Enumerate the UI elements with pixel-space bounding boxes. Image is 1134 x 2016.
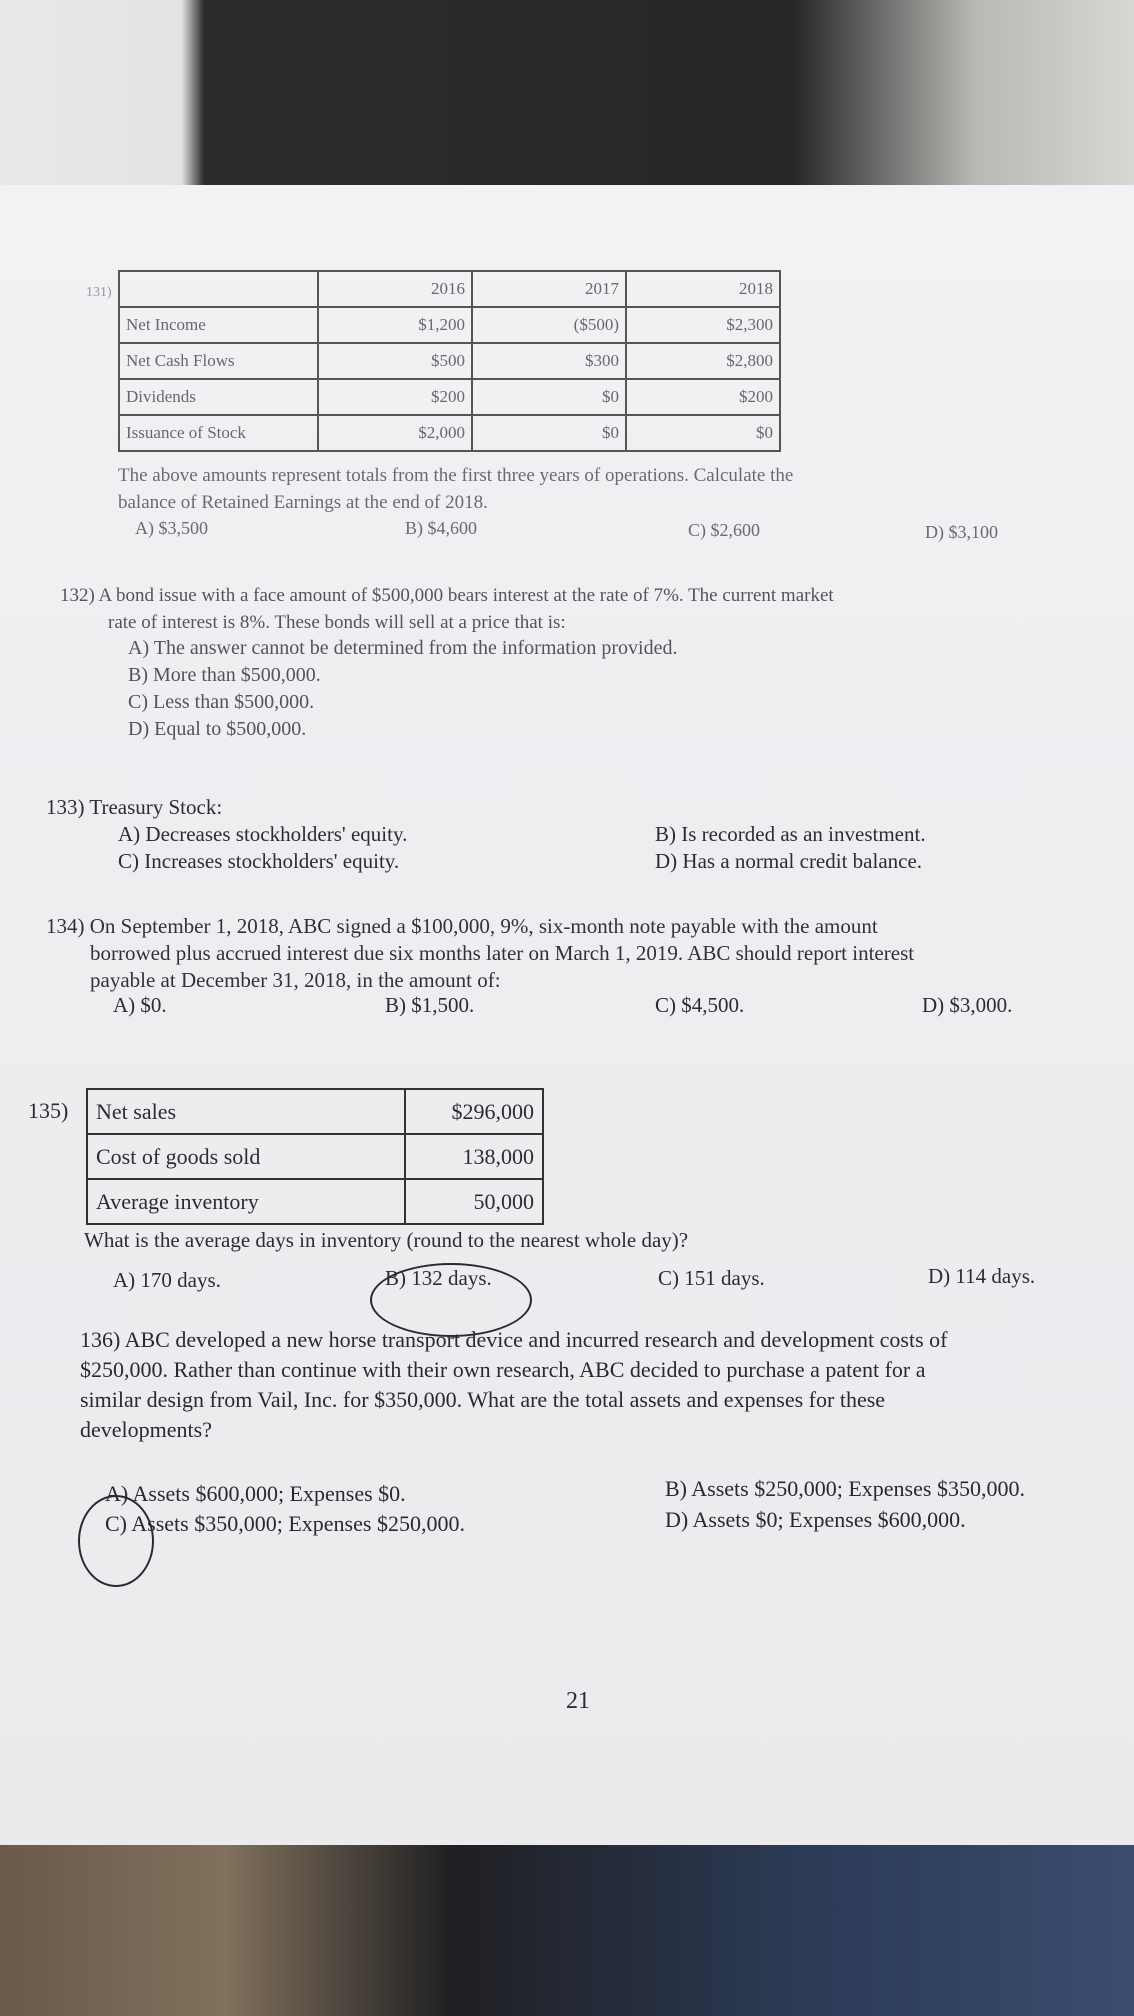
exam-page <box>0 185 1134 1845</box>
q136-option-a: A) Assets $600,000; Expenses $0. <box>105 1481 406 1506</box>
q136-text-line: developments? <box>80 1417 212 1442</box>
q132-text <box>60 582 834 636</box>
cell: $0 <box>626 415 780 451</box>
cell: 50,000 <box>405 1179 543 1224</box>
q132-option-c: C) Less than $500,000. <box>128 691 315 713</box>
row-label: Net Income <box>119 307 318 343</box>
table-row <box>87 1134 543 1179</box>
q131-option-d: D) $3,100 <box>925 522 998 542</box>
cell: ($500) <box>472 307 626 343</box>
q133-option-c: C) Increases stockholders' equity. <box>118 849 400 873</box>
q132-text-line: rate of interest is 8%. These bonds will sell at a price that is: <box>108 612 566 633</box>
cell: $200 <box>318 379 472 415</box>
q135-option-a: A) 170 days. <box>113 1268 221 1292</box>
cell: $200 <box>626 379 780 415</box>
table-corner <box>119 271 318 307</box>
table-row <box>119 307 780 343</box>
cell: $300 <box>472 343 626 379</box>
page-number: 21 <box>566 1688 590 1714</box>
cell: $2,800 <box>626 343 780 379</box>
q136-option-d: D) Assets $0; Expenses $600,000. <box>665 1507 966 1532</box>
header-2018: 2018 <box>626 271 780 307</box>
q134-text-line: payable at December 31, 2018, in the amount of: <box>90 968 501 992</box>
row-label: Net sales <box>87 1089 405 1134</box>
table-row <box>119 343 780 379</box>
table-row <box>119 379 780 415</box>
q135-option-b: B) 132 days. <box>385 1266 492 1290</box>
q133-stem: 133) Treasury Stock: <box>46 795 223 819</box>
q134-text-line: borrowed plus accrued interest due six months later on March 1, 2019. ABC should report interest <box>90 941 915 965</box>
q131-number: 131) <box>86 285 112 300</box>
q131-text-line: balance of Retained Earnings at the end of 2018. <box>118 492 488 513</box>
q131-header-row <box>119 271 780 307</box>
row-label: Issuance of Stock <box>119 415 318 451</box>
q135-option-d: D) 114 days. <box>928 1264 1036 1288</box>
q136-text <box>80 1325 948 1445</box>
cell: $296,000 <box>405 1089 543 1134</box>
q132-text-line: 132) A bond issue with a face amount of $500,000 bears interest at the rate of 7%. The current market <box>60 585 834 606</box>
q132-option-d: D) Equal to $500,000. <box>128 718 307 740</box>
row-label: Cost of goods sold <box>87 1134 405 1179</box>
cell: $0 <box>472 415 626 451</box>
q134-option-c: C) $4,500. <box>655 993 745 1017</box>
q133-option-a: A) Decreases stockholders' equity. <box>118 822 408 846</box>
row-label: Dividends <box>119 379 318 415</box>
q135-option-c: C) 151 days. <box>658 1266 765 1290</box>
cell: $500 <box>318 343 472 379</box>
q136-text-line: similar design from Vail, Inc. for $350,000. What are the total assets and expenses for these <box>80 1387 886 1412</box>
q133-option-d: D) Has a normal credit balance. <box>655 849 923 873</box>
row-label: Average inventory <box>87 1179 405 1224</box>
q134-option-d: D) $3,000. <box>922 993 1013 1017</box>
cell: $1,200 <box>318 307 472 343</box>
q136-text-line: $250,000. Rather than continue with their own research, ABC decided to purchase a patent for a <box>80 1357 926 1382</box>
ink-circle-answer-c <box>78 1495 154 1587</box>
background-bottom <box>0 1840 1134 2016</box>
q132-option-a: A) The answer cannot be determined from the information provided. <box>128 637 678 659</box>
q136-option-b: B) Assets $250,000; Expenses $350,000. <box>665 1476 1025 1501</box>
cell: $0 <box>472 379 626 415</box>
table-row <box>119 415 780 451</box>
q134-option-b: B) $1,500. <box>385 993 475 1017</box>
cell: 138,000 <box>405 1134 543 1179</box>
q135-stem: What is the average days in inventory (round to the nearest whole day)? <box>84 1228 689 1252</box>
cell: $2,000 <box>318 415 472 451</box>
q135-table <box>86 1088 544 1225</box>
header-2016: 2016 <box>318 271 472 307</box>
q136-text-line: 136) ABC developed a new horse transport device and incurred research and development costs of <box>80 1327 948 1352</box>
table-row <box>87 1089 543 1134</box>
q134-text <box>46 913 914 994</box>
q131-text <box>118 462 793 516</box>
q131-option-b: B) $4,600 <box>405 518 477 538</box>
table-row <box>87 1179 543 1224</box>
q134-text-line: 134) On September 1, 2018, ABC signed a $100,000, 9%, six-month note payable with the amount <box>46 914 878 938</box>
q132-option-b: B) More than $500,000. <box>128 664 321 686</box>
q131-option-a: A) $3,500 <box>135 518 208 538</box>
q136-option-c: C) Assets $350,000; Expenses $250,000. <box>105 1511 465 1536</box>
q131-text-line: The above amounts represent totals from the first three years of operations. Calculate the <box>118 465 794 486</box>
q133-option-b: B) Is recorded as an investment. <box>655 822 926 846</box>
header-2017: 2017 <box>472 271 626 307</box>
q131-option-c: C) $2,600 <box>688 520 760 540</box>
row-label: Net Cash Flows <box>119 343 318 379</box>
q131-table <box>118 270 781 452</box>
q134-option-a: A) $0. <box>113 993 167 1017</box>
cell: $2,300 <box>626 307 780 343</box>
q135-number: 135) <box>28 1098 69 1123</box>
